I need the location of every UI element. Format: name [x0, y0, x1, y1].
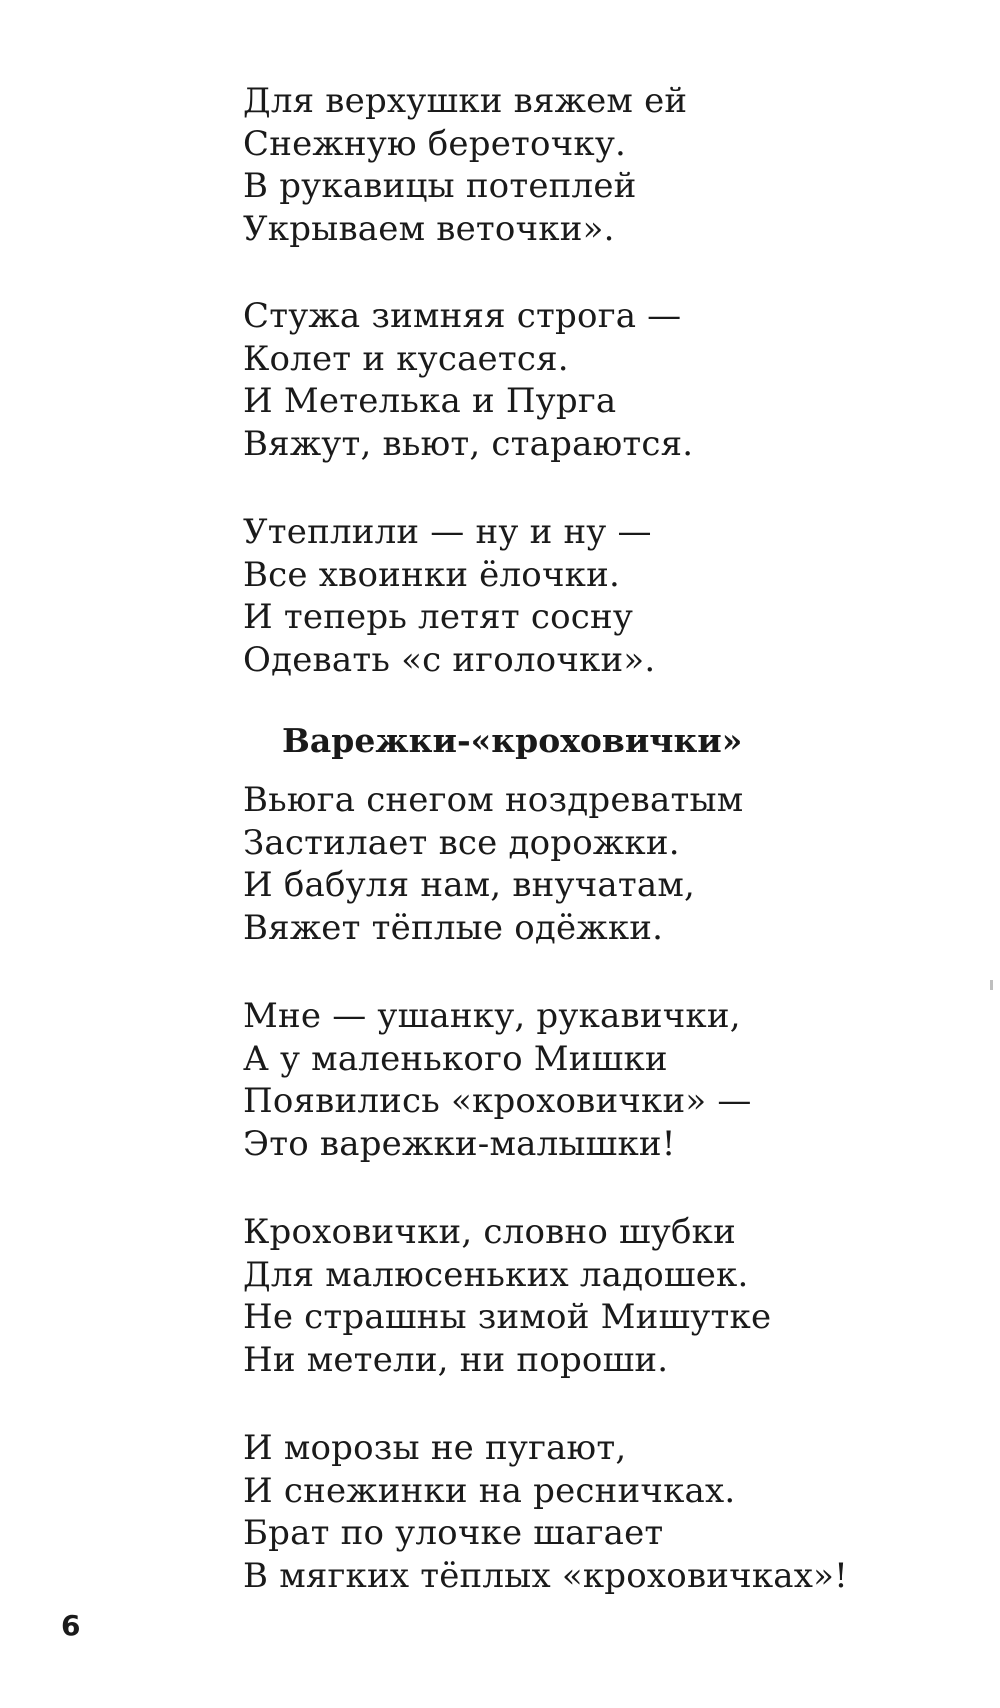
poem-line: Мне — ушанку, рукавички, — [243, 996, 741, 1036]
poem-line: И морозы не пугают, — [243, 1428, 627, 1468]
stanza — [243, 779, 963, 949]
poem-line: И Метелька и Пурга — [243, 381, 617, 421]
poem-line: Одевать «с иголочки». — [243, 639, 656, 680]
poem-line: В рукавицы потеплей — [243, 166, 637, 206]
poem-line: Не страшны зимой Мишутке — [243, 1297, 772, 1337]
poem-line: Ни метели, ни пороши. — [243, 1339, 669, 1380]
page-number: 6 — [61, 1609, 81, 1642]
poem-line: И теперь летят сосну — [243, 597, 634, 637]
stanza — [243, 1427, 963, 1597]
poem-line: Застилает все дорожки. — [243, 822, 680, 863]
poem-line: В мягких тёплых «кроховичках»! — [243, 1555, 849, 1596]
stanza — [243, 511, 963, 681]
poem-line: Для малюсеньких ладошек. — [243, 1254, 749, 1295]
poem-line: Колет и кусается. — [243, 338, 569, 379]
stanza — [243, 995, 963, 1165]
poem-line: Вяжут, вьют, стараются. — [243, 423, 694, 464]
poem-line: Укрываем веточки». — [243, 208, 615, 249]
stanza — [243, 80, 963, 250]
poem-line: И снежинки на ресничках. — [243, 1470, 736, 1511]
poem-line: Вяжет тёплые одёжки. — [243, 907, 664, 948]
poem-line: Снежную береточку. — [243, 123, 627, 164]
poem-line: Утеплили — ну и ну — — [243, 512, 652, 552]
poem-line: Вьюга снегом ноздреватым — [243, 780, 744, 820]
poem-line: Все хвоинки ёлочки. — [243, 554, 620, 595]
stanza — [243, 1211, 963, 1381]
poem-line: А у маленького Мишки — [243, 1038, 668, 1079]
poem-line: Стужа зимняя строга — — [243, 296, 682, 336]
poem-line: Брат по улочке шагает — [243, 1513, 664, 1553]
poem-line: Это варежки-малышки! — [243, 1123, 676, 1164]
poem-line: Кроховички, словно шубки — [243, 1212, 736, 1252]
poem-title: Варежки-«кроховички» — [282, 721, 743, 760]
scan-mark — [990, 980, 993, 990]
poem-line: И бабуля нам, внучатам, — [243, 865, 696, 905]
stanza — [243, 295, 963, 465]
poem-line: Для верхушки вяжем ей — [243, 81, 688, 121]
poem-line: Появились «кроховички» — — [243, 1081, 752, 1121]
